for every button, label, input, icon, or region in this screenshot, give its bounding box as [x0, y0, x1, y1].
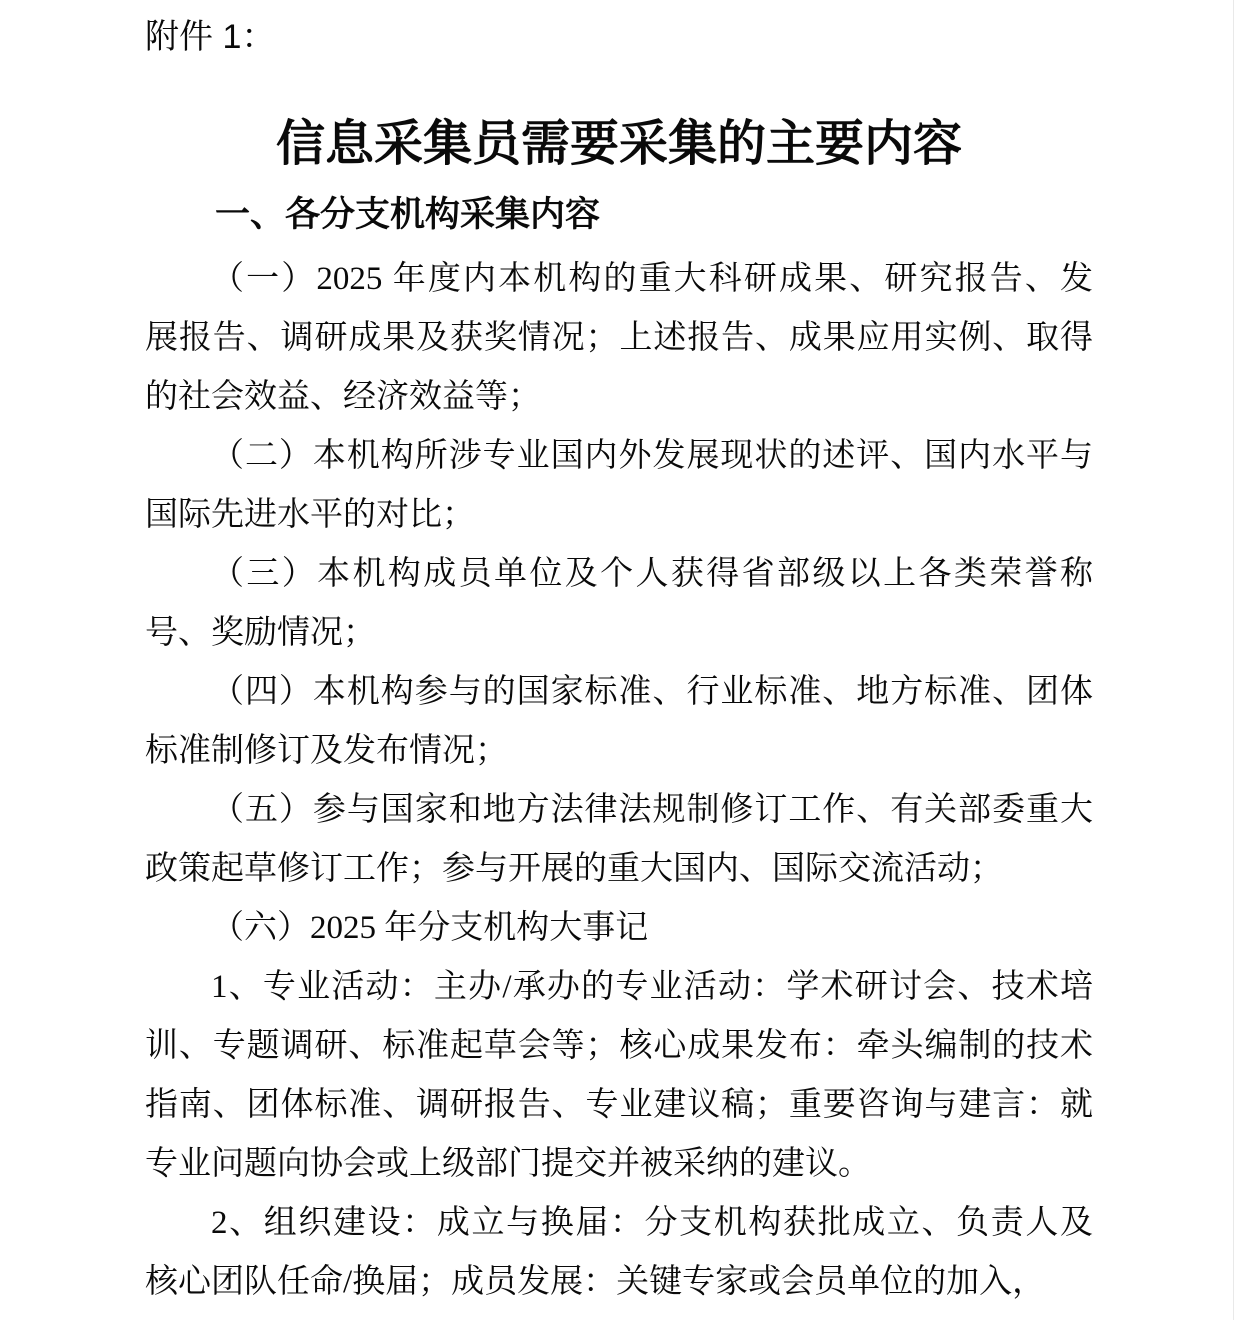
body-line: 专业问题向协会或上级部门提交并被采纳的建议。 — [145, 1146, 871, 1182]
body-line: 指南、团体标准、调研报告、专业建议稿；重要咨询与建言：就 — [145, 1087, 1093, 1123]
body-line: 展报告、调研成果及获奖情况；上述报告、成果应用实例、取得 — [145, 320, 1093, 356]
body-line: 的社会效益、经济效益等； — [145, 379, 541, 415]
body-line: 标准制修订及发布情况； — [145, 733, 508, 769]
body-line: 1、专业活动：主办/承办的专业活动：学术研讨会、技术培 — [211, 969, 1093, 1005]
document-body — [145, 250, 1093, 1312]
page-edge-divider — [1233, 0, 1234, 1320]
body-line: 号、奖励情况； — [145, 615, 376, 651]
body-line: 2、组织建设：成立与换届：分支机构获批成立、负责人及 — [211, 1205, 1093, 1241]
document-title: 信息采集员需要采集的主要内容 — [275, 116, 962, 171]
body-line: （二）本机构所涉专业国内外发展现状的述评、国内水平与 — [211, 438, 1093, 474]
body-line: （一）2025 年度内本机构的重大科研成果、研究报告、发 — [211, 261, 1093, 297]
body-line: 训、专题调研、标准起草会等；核心成果发布：牵头编制的技术 — [145, 1028, 1093, 1064]
body-line: （五）参与国家和地方法律法规制修订工作、有关部委重大 — [211, 792, 1093, 828]
attachment-label: 附件 1： — [145, 18, 276, 56]
body-line: （六）2025 年分支机构大事记 — [211, 910, 649, 946]
body-line: （四）本机构参与的国家标准、行业标准、地方标准、团体 — [211, 674, 1093, 710]
section-heading: 一、各分支机构采集内容 — [215, 195, 601, 234]
document-content — [145, 0, 1093, 1312]
body-line: 国际先进水平的对比； — [145, 497, 475, 533]
body-line: 核心团队任命/换届；成员发展：关键专家或会员单位的加入， — [145, 1264, 1046, 1300]
body-line: 政策起草修订工作；参与开展的重大国内、国际交流活动； — [145, 851, 1003, 887]
body-line: （三）本机构成员单位及个人获得省部级以上各类荣誉称 — [211, 556, 1093, 592]
